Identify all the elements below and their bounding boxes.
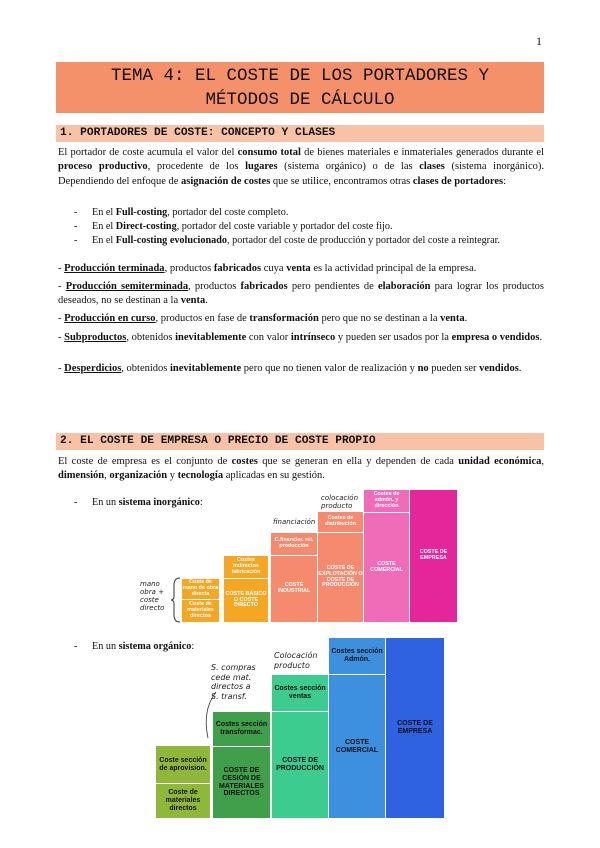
item-subproductos: - Subproductos, obtenidos inevitablemente con valor intrínseco y pueden ser usados por la empresa o vendidos. — [58, 332, 543, 343]
item-produccion-terminada: - Producción terminada, productos fabricados cuya venta es la actividad principal de la empresa. — [58, 263, 477, 274]
item-produccion-en-curso: - Producción en curso, productos en fase de transformación pero que no se destinan a la venta. — [58, 313, 468, 324]
box-materiales: Coste de materiales directos — [182, 600, 219, 622]
item-desperdicios: - Desperdicios, obtenidos inevitablemente pero que no tienen valor de realización y no pueden ser vendidos. — [58, 363, 522, 374]
section-1-intro: El portador de coste acumula el valor del consumo total de bienes materiales e inmateriales generados durante el proceso productivo, procedente de los lugares (sistema orgánico) o de las clases (sistema inorgánico). Dependiendo del enfoque de asignación de costes que se utilice, encontramos otras clases de portadores: — [58, 147, 545, 187]
bullet-direct-costing: - En el Direct-costing, portador del coste variable y portador del coste fijo. — [74, 221, 393, 232]
bullet-full-costing: - En el Full-costing, portador del coste completo. — [74, 207, 289, 218]
arrow-icon — [200, 690, 222, 740]
left-brace-icon — [170, 577, 182, 623]
box-coste-comercial: COSTE COMERCIAL — [364, 513, 409, 622]
page-title — [56, 62, 544, 113]
note-compras: S. compras cede mat. directos a S. transf. — [211, 663, 256, 701]
title-line-1: TEMA 4: EL COSTE DE LOS PORTADORES Y — [110, 66, 490, 86]
box-cfinanc: C.financier. rel. producción — [271, 533, 317, 555]
page-number: 1 — [536, 34, 542, 48]
box-mano-obra: Coste de mano de obra directa — [182, 579, 219, 599]
bullet-full-costing-evol: - En el Full-costing evolucionado, portador del coste de producción y portador del coste a reintegrar. — [74, 235, 500, 246]
bullet-sistema-inorganico: - En un sistema inorgánico: — [74, 497, 203, 508]
box-aprovision: Coste sección de aprovision. — [156, 746, 210, 783]
note-colocacion: colocación producto — [321, 494, 359, 510]
box-coste-basico: COSTE BÁSICO O COSTE DIRECTO — [224, 579, 268, 622]
box-transformac: Costes sección transformac. — [213, 712, 270, 746]
box-coste-industrial: COSTE INDUSTRIAL — [271, 556, 317, 622]
box-materiales-org: Coste de materiales directos — [156, 784, 210, 818]
bullet-sistema-organico: - En un sistema orgánico: — [74, 641, 195, 652]
section-1-heading: 1. PORTADORES DE COSTE: CONCEPTO Y CLASES — [56, 125, 544, 142]
note-financiacion: financiación — [273, 518, 316, 526]
title-line-2: MÉTODOS DE CÁLCULO — [205, 90, 395, 110]
box-coste-cesion: COSTE DE CESIÓN DE MATERIALES DIRECTOS — [213, 747, 270, 818]
box-admon-org: Costes sección Admón. — [329, 638, 385, 674]
box-coste-empresa: COSTE DE EMPRESA — [410, 490, 457, 622]
box-ventas: Costes sección ventas — [272, 675, 328, 711]
box-admon: Costes de admón. y dirección — [364, 490, 409, 512]
note-left: mano obra + coste directo — [140, 580, 165, 612]
section-2-heading: 2. EL COSTE DE EMPRESA O PRECIO DE COSTE PROPIO — [56, 433, 544, 450]
note-colocacion-org: Colocación producto — [274, 651, 318, 670]
item-produccion-semiterminada: - Producción semiterminada, productos fabricados pero pendientes de elaboración para lograr los productos deseados, no se destinan a la venta. — [58, 281, 544, 307]
box-coste-comercial-org: COSTE COMERCIAL — [329, 675, 385, 818]
section-2-intro: El coste de empresa es el conjunto de costes que se generan en ella y dependen de cada unidad económica, dimensión, organización y tecnología aplicadas en su gestión. — [58, 456, 545, 482]
box-coste-produccion: COSTE DE PRODUCCIÓN — [272, 712, 328, 818]
box-indirectos: Costes indirectos fabricación — [224, 556, 268, 578]
box-coste-explotacion: COSTE DE EXPLOTACIÓN O COSTE DE PRODUCCIÓN — [318, 533, 363, 622]
box-coste-empresa-org: COSTE DE EMPRESA — [386, 638, 444, 818]
box-distribucion: Costes de distribución — [318, 512, 363, 532]
